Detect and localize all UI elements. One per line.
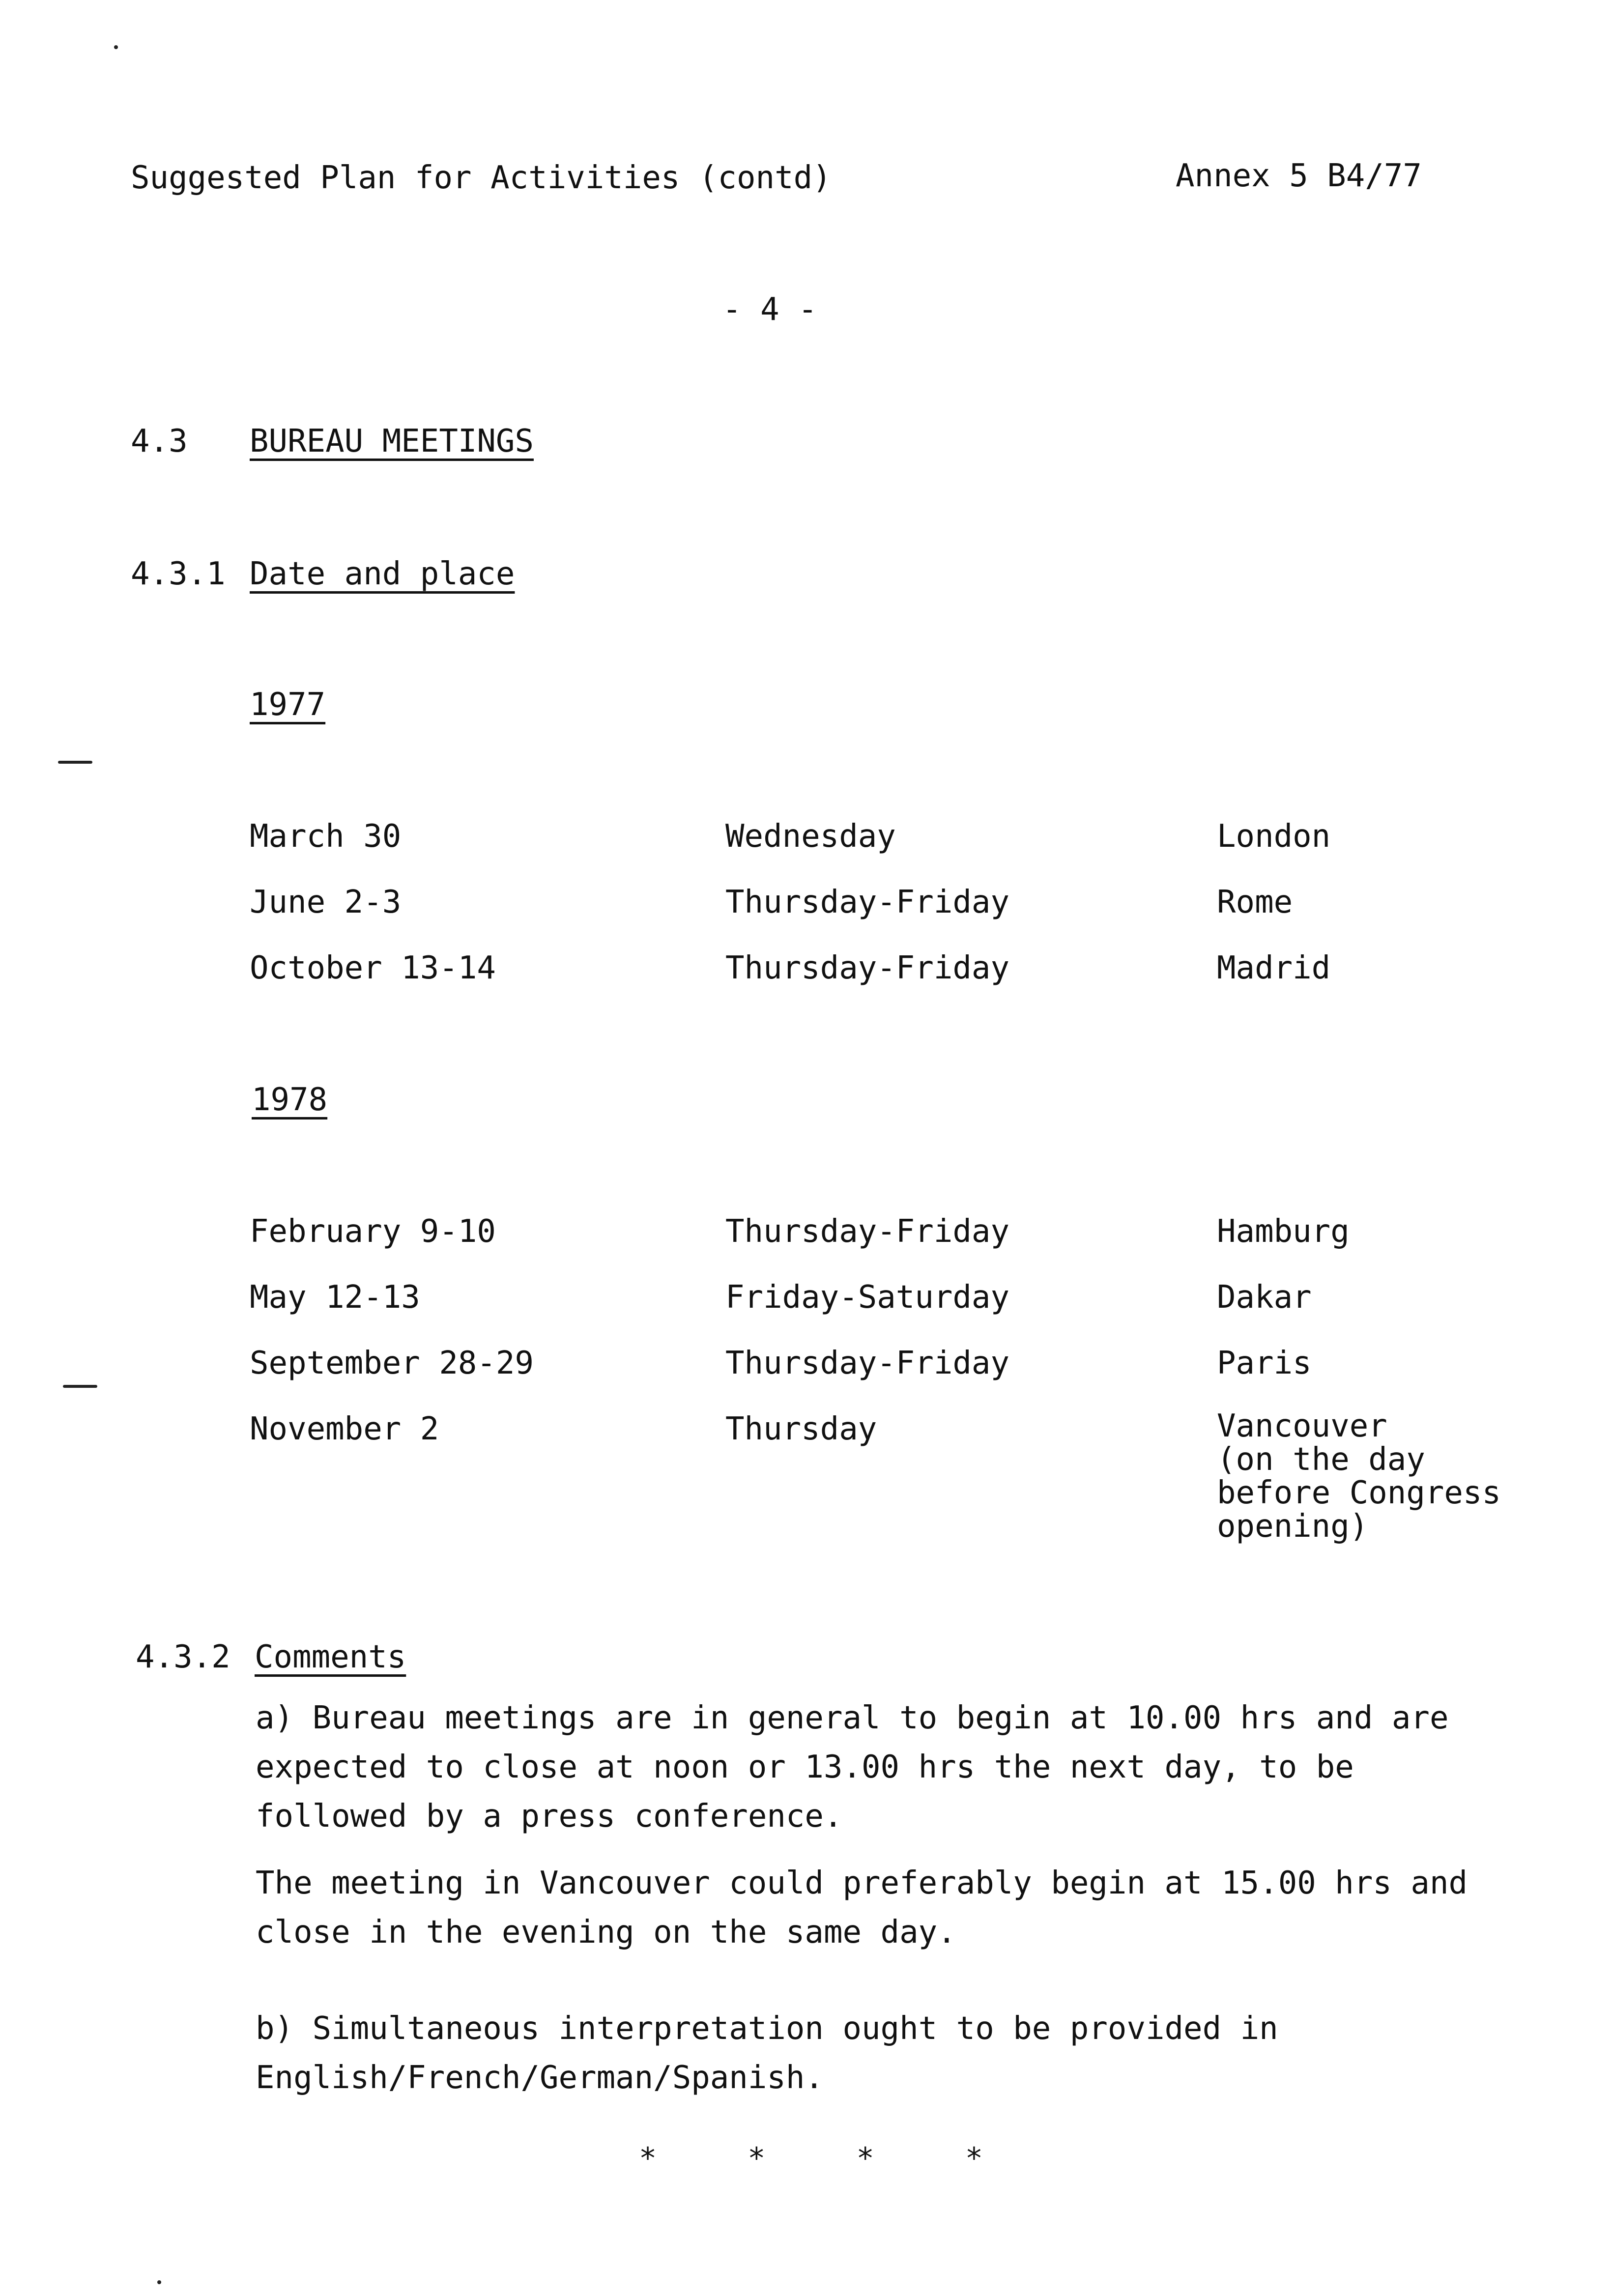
schedule-date: September 28-29	[250, 1345, 534, 1381]
schedule-row	[0, 1278, 1612, 1322]
scan-speck	[157, 2280, 161, 2284]
schedule-days: Thursday	[725, 1411, 877, 1447]
schedule-date: November 2	[250, 1411, 439, 1447]
comment-a-vancouver: The meeting in Vancouver could preferably begin at 15.00 hrs and close in the evening on the same day.	[256, 1865, 1468, 1951]
scan-speck	[114, 45, 118, 49]
comment-b: b) Simultaneous interpretation ought to be provided in English/French/German/Spanish.	[256, 2010, 1278, 2096]
schedule-date: May 12-13	[250, 1279, 420, 1316]
schedule-place: Madrid	[1217, 950, 1331, 986]
scan-mark	[58, 761, 92, 764]
schedule-date: February 9-10	[250, 1213, 496, 1250]
header-right: Annex 5 B4/77	[1176, 158, 1422, 194]
header-left: Suggested Plan for Activities (contd)	[131, 160, 832, 196]
subsection-title: Date and place	[250, 556, 515, 592]
schedule-row	[0, 948, 1612, 993]
schedule-place: Dakar	[1217, 1279, 1312, 1316]
schedule-place: Rome	[1217, 884, 1293, 920]
section-title: BUREAU MEETINGS	[250, 423, 534, 459]
schedule-place: Hamburg	[1217, 1213, 1350, 1250]
page-number: - 4 -	[722, 291, 817, 328]
end-mark: *	[856, 2141, 874, 2176]
subsection-number: 4.3.1	[131, 556, 226, 592]
schedule-date: March 30	[250, 818, 402, 855]
end-mark: *	[639, 2141, 657, 2176]
subsection-number: 4.3.2	[136, 1639, 230, 1675]
section-number: 4.3	[131, 423, 188, 459]
schedule-days: Thursday-Friday	[725, 1345, 1009, 1381]
schedule-date: June 2-3	[250, 884, 402, 920]
year-heading: 1978	[252, 1082, 328, 1118]
schedule-place: London	[1217, 818, 1331, 855]
schedule-place: Vancouver (on the day before Congress opening)	[1217, 1408, 1501, 1545]
schedule-row	[0, 1344, 1612, 1388]
subsection-title: Comments	[255, 1639, 406, 1675]
schedule-place: Paris	[1217, 1345, 1312, 1381]
schedule-row	[0, 817, 1612, 861]
schedule-days: Thursday-Friday	[725, 1213, 1009, 1250]
schedule-days: Thursday-Friday	[725, 884, 1009, 920]
end-mark: *	[965, 2141, 983, 2176]
comment-a: a) Bureau meetings are in general to begin at 10.00 hrs and are expected to close at noon or 13.00 hrs the next day, to be followed by a press conference.	[256, 1700, 1449, 1835]
end-marks	[639, 2140, 983, 2177]
end-mark: *	[748, 2141, 766, 2176]
schedule-row	[0, 1409, 1612, 1547]
year-heading: 1977	[250, 687, 326, 723]
schedule-days: Thursday-Friday	[725, 950, 1009, 986]
schedule-days: Wednesday	[725, 818, 896, 855]
schedule-row	[0, 883, 1612, 927]
schedule-row	[0, 1212, 1612, 1256]
schedule-date: October 13-14	[250, 950, 496, 986]
schedule-days: Friday-Saturday	[725, 1279, 1009, 1316]
